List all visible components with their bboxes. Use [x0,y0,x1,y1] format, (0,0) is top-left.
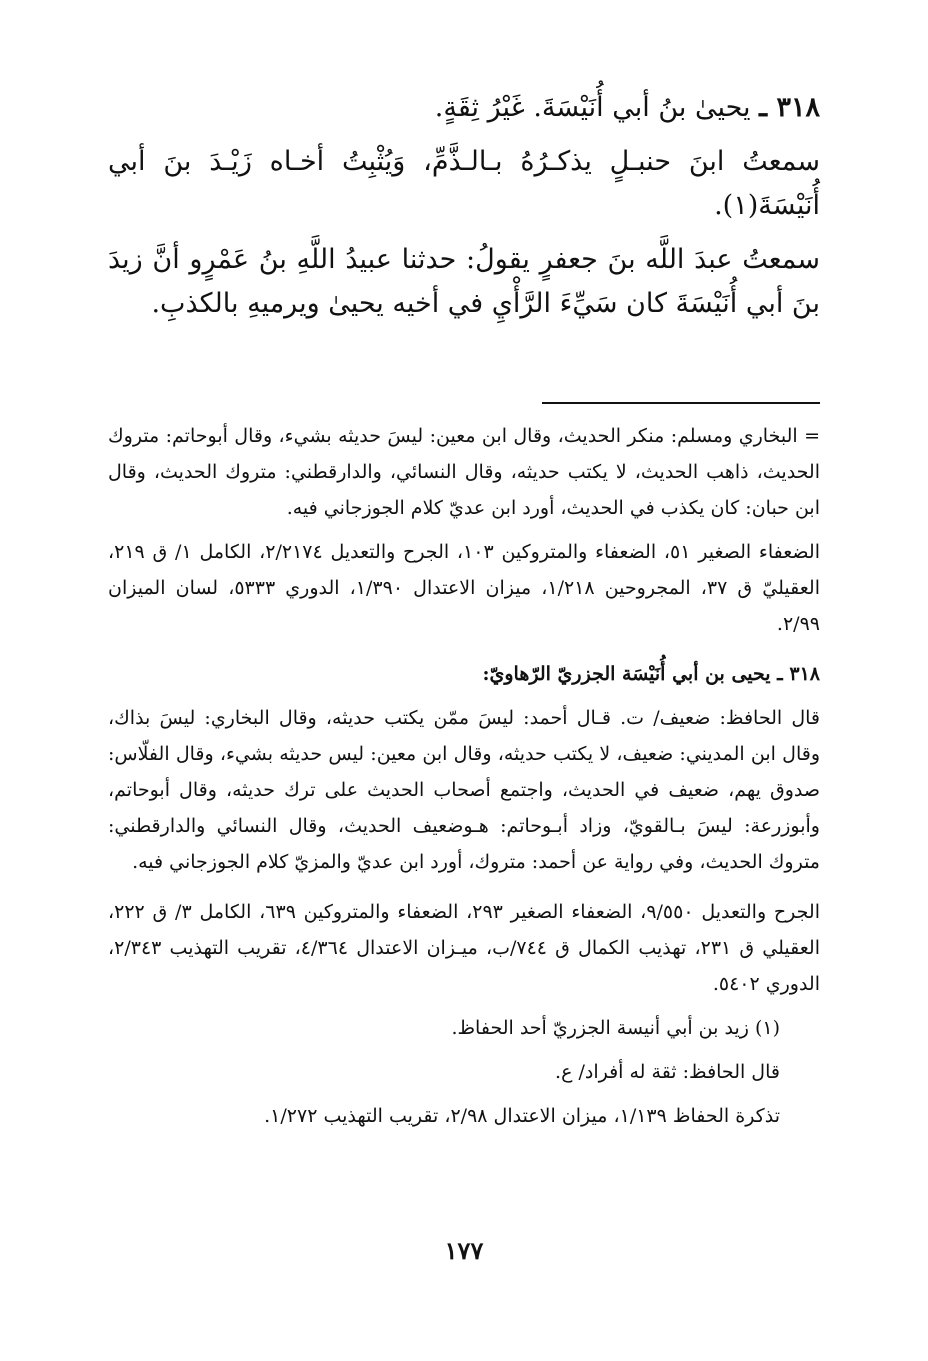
main-paragraph-2: سمعتُ عبدَ اللَّه بنَ جعفرٍ يقولُ: حدثنا عبيدُ اللَّهِ بنُ عَمْرٍو أنَّ زيدَ بنَ أبي أُنَيْسَةَ كان سَيِّءَ الرَّأْيِ في أخيه يحيىٰ ويرميهِ بالكذبِ. [108,244,820,319]
entry-number: ٣١٨ ـ [759,92,820,123]
footnote-1-sources: تذكرة الحفاظ ١/١٣٩، ميزان الاعتدال ٢/٩٨، تقريب التهذيب ١/٢٧٢. [264,1105,780,1127]
page-number: ١٧٧ [444,1236,484,1265]
footnote-entry-heading: ٣١٨ ـ يحيى بن أبي أُنَيْسَة الجزريّ الرّهاويّ: [482,663,820,685]
footnote-entry-text: قال الحافظ: ضعيف/ ت. قـال أحمد: ليسَ ممّن يكتب حديثه، وقال البخاري: ليسَ بذاك، وقال ابن المديني: ضعيف، لا يكتب حديثه، وقال ابن معين: ليس حديثه بشيء، وقال الفلّاس: صدوق يهم، ضعيف في الحديث، واجتمع أصحاب الحديث على ترك حديثه، وقال أبوحاتم، وأبوزرعة: ليسَ بـالقويّ، وزاد أبـوحاتم: هـوضعيف الحديث، وقال النسائي والدارقطني: متروك الحديث، وفي رواية عن أحمد: متروك، أورد ابن عديّ والمزيّ كلام الجوزجاني فيه. [108,707,820,873]
footnote-sources-1: الضعفاء الصغير ٥١، الضعفاء والمتروكين ١٠٣، الجرح والتعديل ٢/٢١٧٤، الكامل ١/ ق ٢١٩، العقيليّ ق ٣٧، المجروحين ١/٢١٨، ميزان الاعتدال ١/٣٩٠، الدوري ٥٣٣٣، لسان الميزان ٢/٩٩. [108,541,820,635]
footnote-1: (١) زيد بن أبي أنيسة الجزريّ أحد الحفاظ. [451,1017,780,1039]
footnote-sources-2: الجرح والتعديل ٩/٥٥٠، الضعفاء الصغير ٢٩٣، الضعفاء والمتروكين ٦٣٩، الكامل ٣/ ق ٢٢٢، العقيلي ق ٢٣١، تهذيب الكمال ق ٧٤٤/ب، ميـزان الاعتدال ٤/٣٦٤، تقريب التهذيب ٢/٣٤٣، الدوري ٥٤٠٢. [108,901,820,995]
entry-title: يحيىٰ بنُ أبي أُنَيْسَةَ. غَيْرُ ثِقَةٍ. [434,92,751,123]
footnote-continuation: = البخاري ومسلم: منكر الحديث، وقال ابن معين: ليسَ حديثه بشيء، وقال أبوحاتم: متروك الحديث، ذاهب الحديث، لا يكتب حديثه، وقال النسائي، والدارقطني: متروك الحديث، وقال ابن حبان: كان يكذب في الحديث، أورد ابن عديّ كلام الجوزجاني فيه. [108,425,820,519]
footnote-1-quote: قال الحافظ: ثقة له أفراد/ ع. [555,1061,780,1083]
main-text [108,86,820,336]
footnote-separator [542,402,820,404]
main-paragraph-1: سمعتُ ابنَ حنبـلٍ يذكـرُهُ بـالـذَّمِّ، وَيُثْبِتُ أخـاه زَيْـدَ بنَ أبي أُنَيْسَةَ(١). [108,146,820,221]
entry-heading [108,86,820,130]
footnotes [108,418,820,1142]
